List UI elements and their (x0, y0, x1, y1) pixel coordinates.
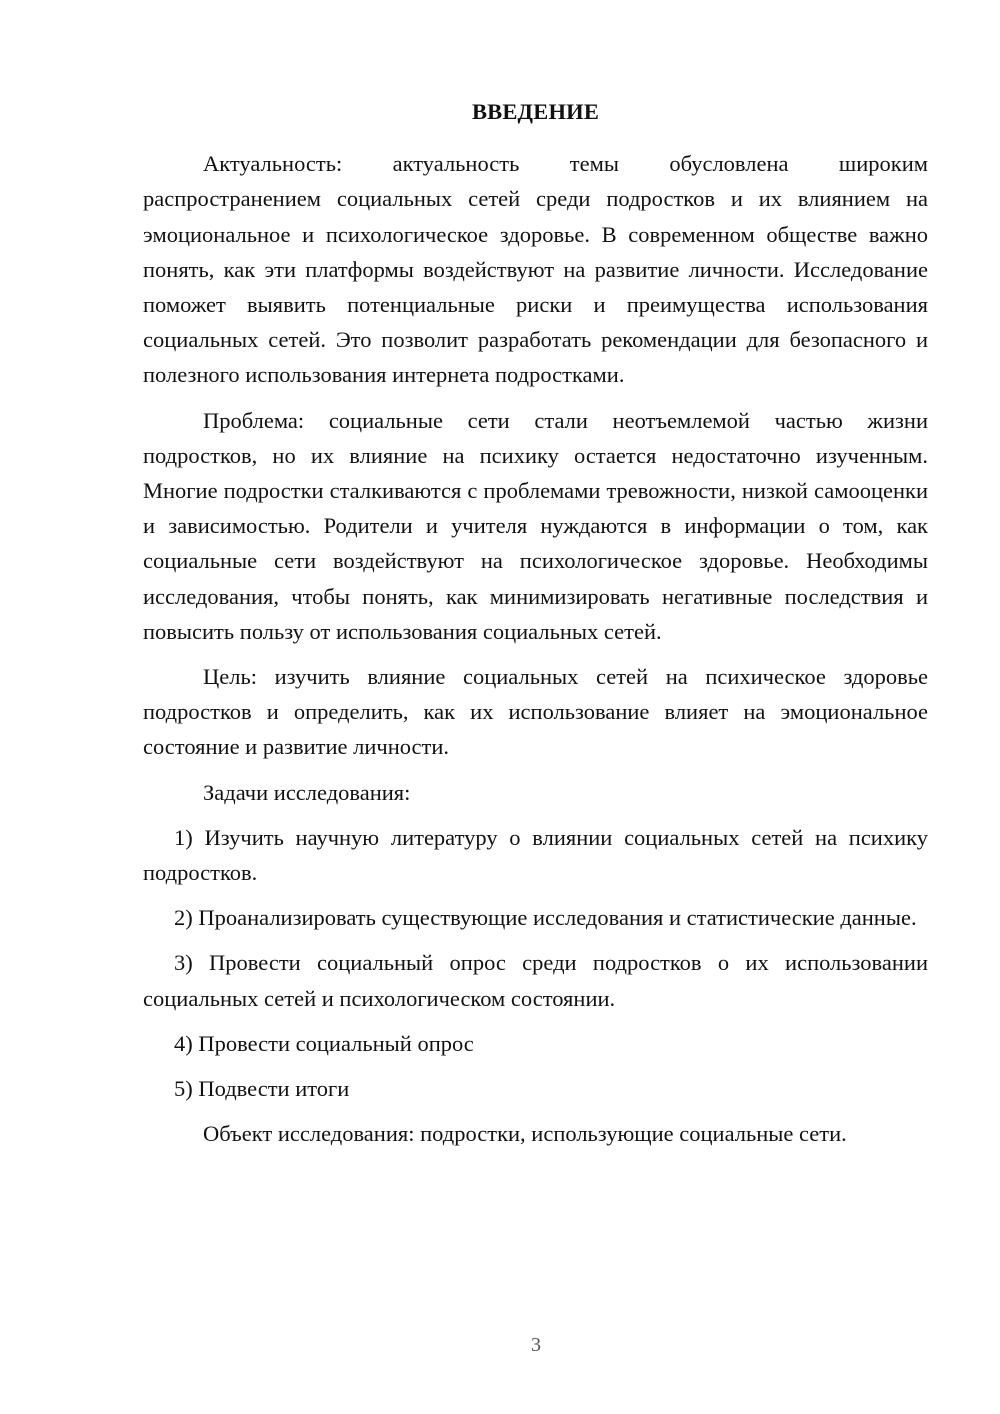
task-item-2: 2) Проанализировать существующие исследования и статистические данные. (174, 905, 917, 931)
paragraph-goal: Цель: изучить влияние социальных сетей на психическое здоровье подростков и определить, как их использование влияет на эмоциональное состояние и развитие личности. (143, 664, 928, 760)
section-heading: ВВЕДЕНИЕ (471, 99, 600, 124)
task-item-5: 5) Подвести итоги (174, 1076, 350, 1102)
paragraph-problem: Проблема: социальные сети стали неотъемлемой частью жизни подростков, но их влияние на психику остается недостаточно изученным. Многие подростки сталкиваются с проблемами тревожности, низкой самооценки и зависимостью. Родители и учителя нуждаются в информации о том, как социальные сети воздействуют на психологическое здоровье. Необходимы исследования, чтобы понять, как минимизировать негативные последствия и повысить пользу от использования социальных сетей. (143, 407, 928, 644)
task-item-4: 4) Провести социальный опрос (174, 1030, 474, 1056)
task-item-3: 3) Провести социальный опрос среди подростков о их использовании социальных сетей и психологическом состоянии. (143, 950, 928, 1011)
page-number: 3 (531, 1334, 541, 1356)
paragraph-object: Объект исследования: подростки, использующие социальные сети. (203, 1121, 847, 1147)
paragraph-relevance: Актуальность: актуальность темы обусловлена широким распространением социальных сетей среди подростков и их влиянием на эмоциональное и психологическое здоровье. В современном обществе важно понять, как эти платформы воздействуют на развитие личности. Исследование поможет выявить потенциальные риски и преимущества использования социальных сетей. Это позволит разработать рекомендации для безопасного и полезного использования интернета подростками. (143, 151, 928, 388)
document-page (143, 94, 928, 1161)
tasks-heading: Задачи исследования: (203, 779, 411, 805)
task-item-1: 1) Изучить научную литературу о влиянии социальных сетей на психику подростков. (143, 824, 928, 886)
